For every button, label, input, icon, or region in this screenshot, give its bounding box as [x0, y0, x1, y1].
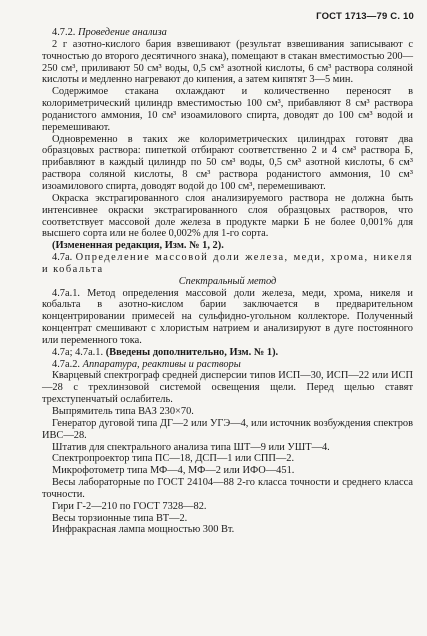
paragraph-3: Одновременно в таких же колориметрических цилиндрах готовят два образцовых раствора: пипеткой отбирают соответственно 2 и 4 см³ раствора Б, прибавляют в каждый цилиндр по 50 см³ воды, 0,5 см³ азотной кислоты, 6 см³ раствора соляной кислоты, 8 см³ раствора роданистого аммония, 10 см³ изоамилового спирта, доводят водой до 100 см³, перемешивают.: [42, 133, 413, 192]
section-4-7a-heading: [42, 252, 413, 276]
paragraph-5: 4.7а.1. Метод определения массовой доли железа, меди, хрома, никеля и кобальта в азотно-кислом барии заключается в предварительном концентрировании примесей на сульфидно-угольном коллекторе. Полученный концентрат смешивают с хлористым натрием и анализируют в дуге постоянного или переменного тока.: [42, 287, 413, 346]
paragraph-12: Весы лабораторные по ГОСТ 24104—88 2-го класса точности и среднего класса точности.: [42, 477, 413, 500]
paragraph-7: Выпрямитель типа ВАЗ 230×70.: [52, 406, 194, 417]
paragraph-15: Инфракрасная лампа мощностью 300 Вт.: [52, 524, 235, 536]
paragraph-6: Кварцевый спектрограф средней дисперсии типов ИСП—30, ИСП—22 или ИСП—28 с трехлинзовой системой освещения щели. Перед щелью ставят трехступенчатый ослабитель.: [42, 370, 413, 406]
paragraph-8: Генератор дуговой типа ДГ—2 или УГЭ—4, или источник возбуждения спектров ИВС—28.: [42, 417, 413, 441]
paragraph-1: 2 г азотно-кислого бария взвешивают (результат взвешивания записывают с точностью до второго десятичного знака), помещают в стакан вместимостью 200—250 см³, приливают 50 см³ воды, 0,5 см³ азотной кислоты, 6 см³ раствора соляной кислоты и медленно нагревают до кипения, а затем кипятят 3—5 мин.: [42, 38, 413, 86]
section-4-7a-2-heading: [42, 359, 413, 371]
section-title: Аппаратура, реактивы и растворы: [82, 358, 241, 370]
note-text: (Введены дополнительно, Изм. № 1).: [105, 346, 279, 358]
paragraph-11: Микрофотометр типа МФ—4, МФ—2 или ИФО—451.: [52, 465, 295, 477]
paragraph-2: Содержимое стакана охлаждают и количественно переносят в колориметрический цилиндр вместимостью 100 см³, прибавляют 8 см³ раствора роданистого аммония, 10 см³ изоамилового спирта, доводят до 100 см³ водой и перемешивают.: [42, 86, 413, 133]
paragraph-9: Штатив для спектрального анализа типа ШТ—9 или УШТ—4.: [52, 441, 330, 453]
paragraph-14: Весы торзионные типа ВТ—2.: [52, 512, 188, 524]
section-4-7-2-heading: [42, 27, 413, 39]
section-title: Проведение анализа: [78, 27, 167, 38]
page-header: ГОСТ 1713—79 С. 10: [316, 11, 414, 22]
change-note: (Измененная редакция, Изм. № 1, 2).: [52, 240, 224, 252]
note-prefix: 4.7а; 4.7а.1.: [52, 346, 104, 358]
section-number: 4.7а.: [52, 252, 73, 264]
section-number: 4.7.2.: [52, 27, 76, 38]
paragraph-13: Гири Г-2—210 по ГОСТ 7328—82.: [52, 500, 207, 512]
section-title: Определение массовой доли железа, меди, хрома, никеля и кобальта: [42, 252, 413, 275]
method-title: Спектральный метод: [178, 275, 277, 287]
paragraph-10: Спектропроектор типа ПС—18, ДСП—1 или СПП—2.: [52, 453, 295, 465]
paragraph-4: Окраска экстрагированного слоя анализируемого раствора не должна быть интенсивнее окраски экстрагированного слоя образцовых растворов, что соответствует массовой доле железа в продукте марки Б не более 0,001% для высшего сорта или не более 0,002% для 1-го сорта.: [42, 192, 413, 240]
document-body: [42, 27, 413, 536]
section-number: 4.7а.2.: [52, 358, 80, 370]
introduced-note: [42, 347, 413, 359]
